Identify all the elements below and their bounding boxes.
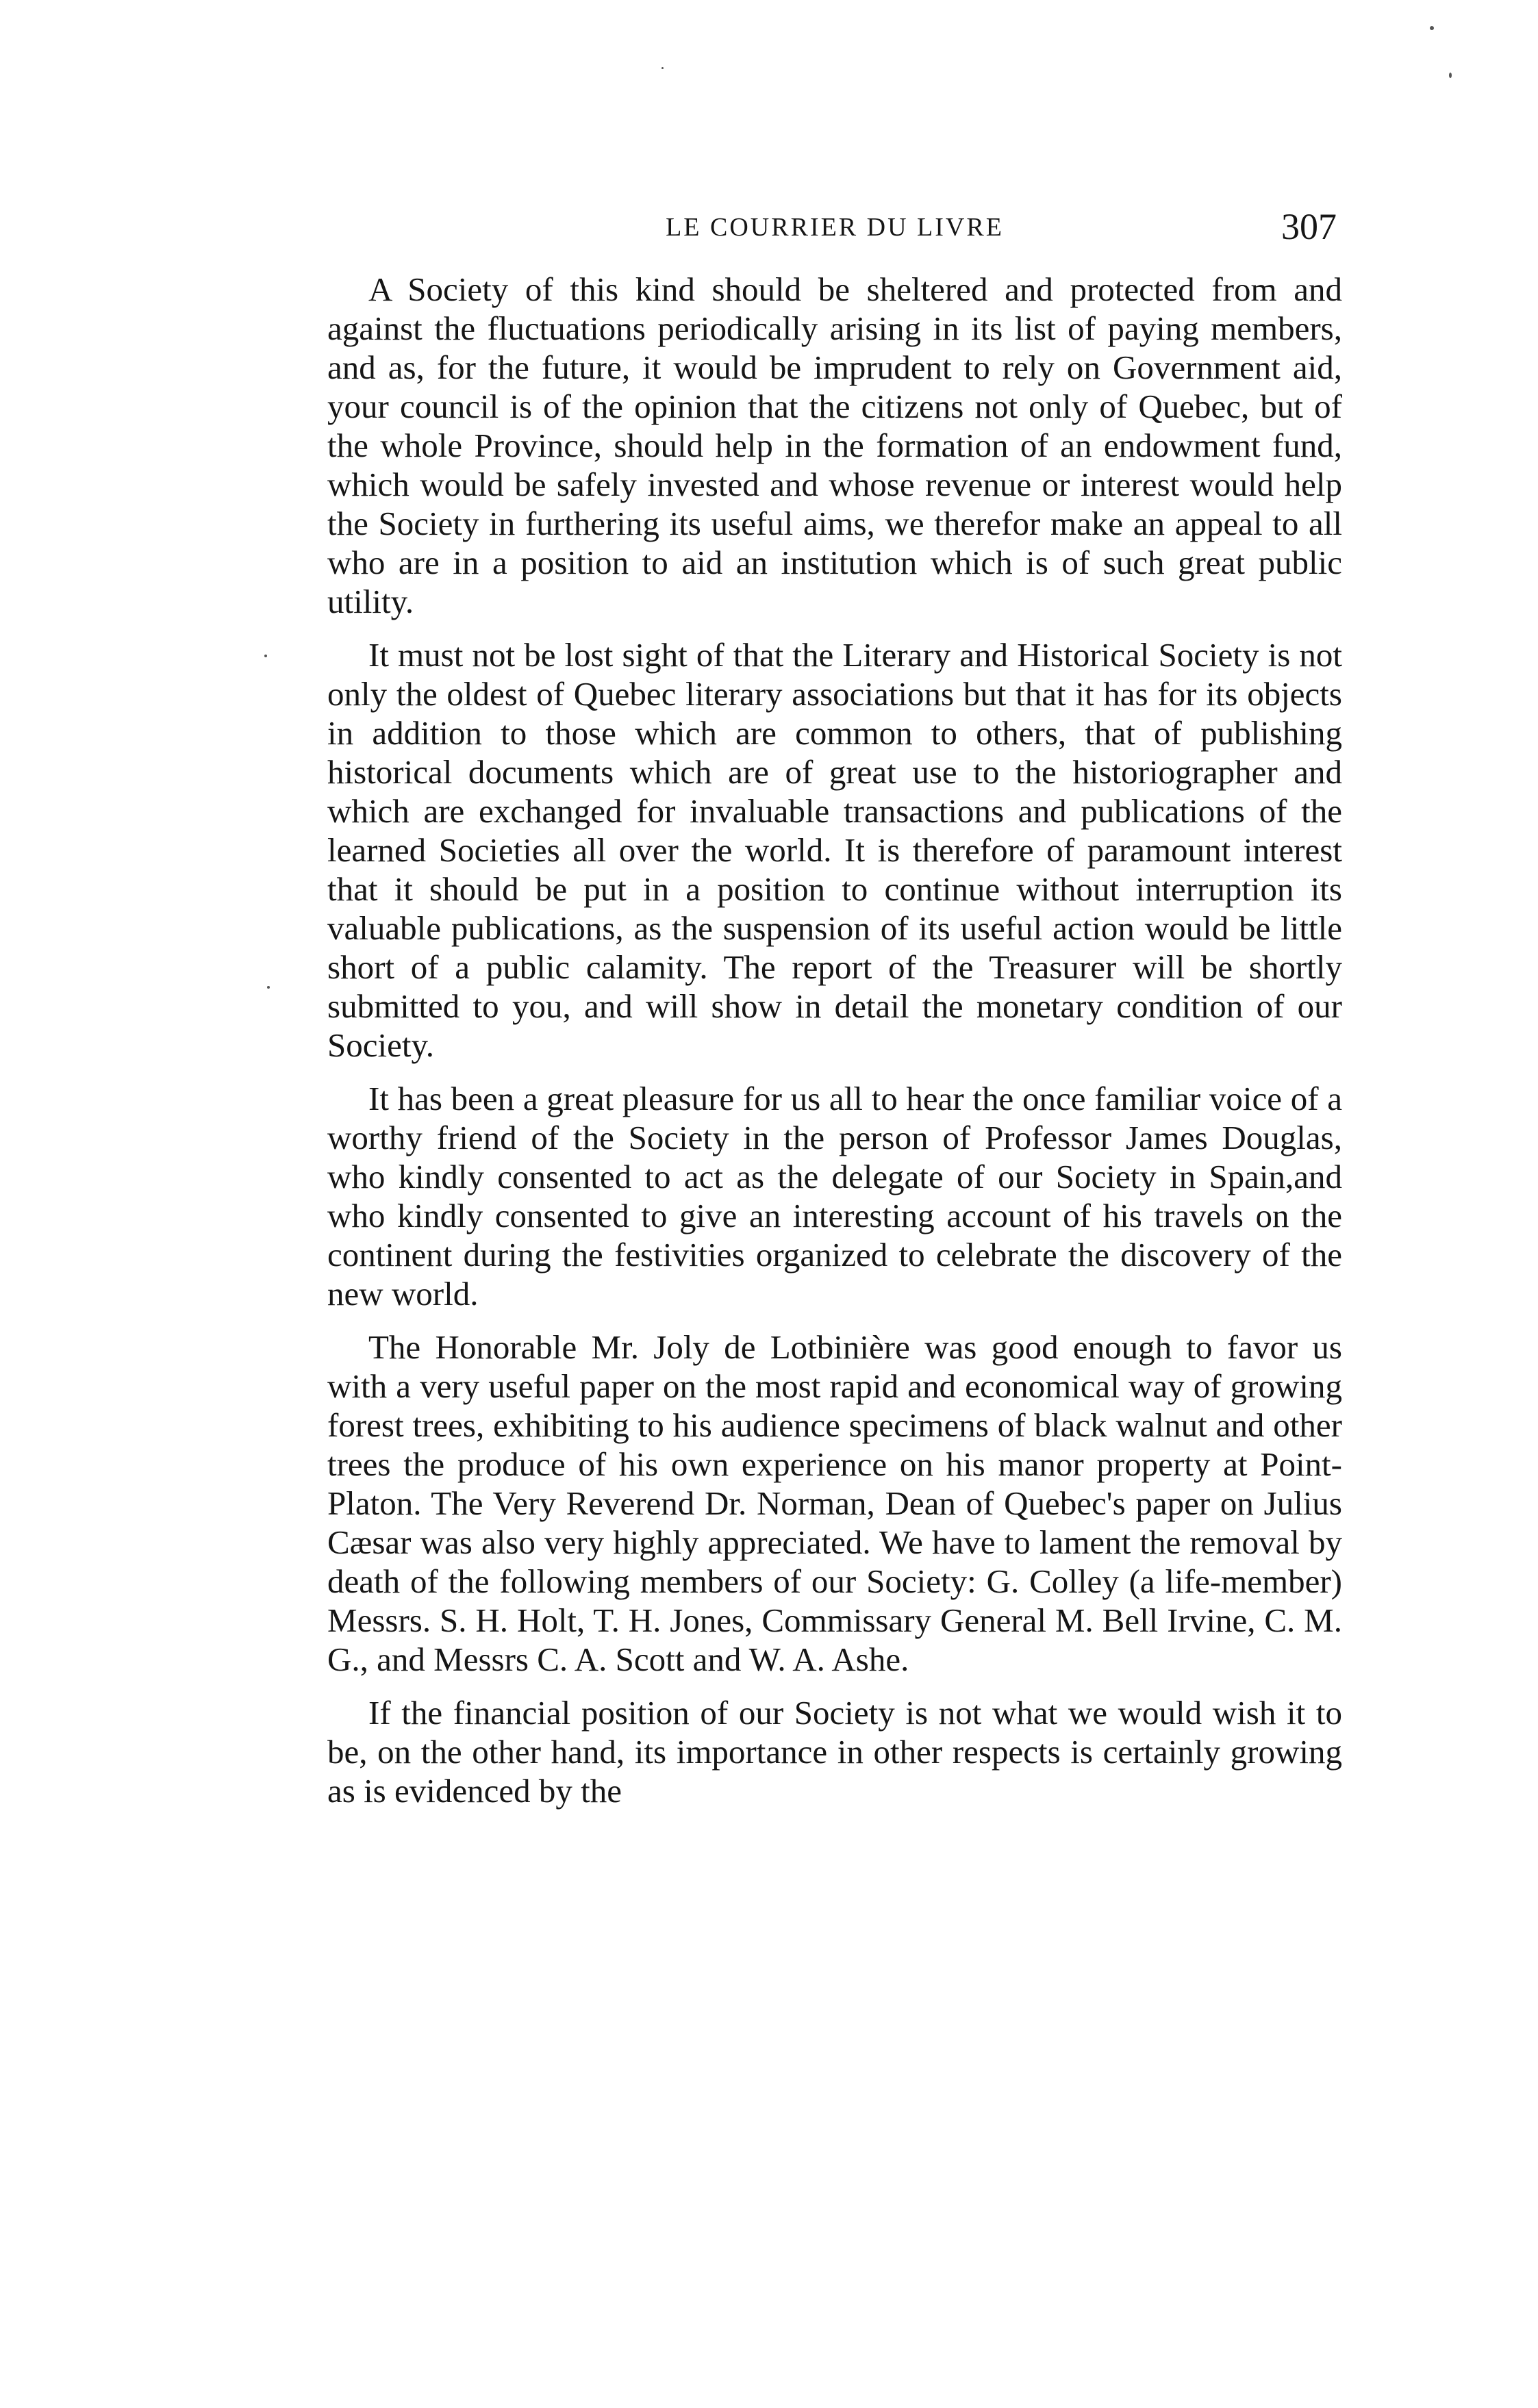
scan-speck xyxy=(1430,26,1434,30)
body-text xyxy=(327,270,1342,1810)
scan-speck xyxy=(1449,73,1452,78)
paragraph-papers-and-obituaries: The Honorable Mr. Joly de Lotbinière was good enough to favor us with a very useful paper on the most rapid and economical way of growing forest trees, exhibiting to his audience specimens of black walnut and other trees the produce of his own experience on his manor property at Point-Platon. The Very Reverend Dr. Norman, Dean of Quebec's paper on Julius Cæsar was also very highly appreciated. We have to lament the removal by death of the following members of our Society: G. Colley (a life-member) Messrs. S. H. Holt, T. H. Jones, Commissary General M. Bell Irvine, C. M. G., and Messrs C. A. Scott and W. A. Ashe. xyxy=(327,1328,1342,1678)
paragraph-professor-douglas: It has been a great pleasure for us all to hear the once familiar voice of a worthy friend of the Society in the person of Professor James Douglas, who kindly consented to act as the delegate of our Society in Spain,and who kindly consented to give an interesting account of his travels on the continent during the festivities organized to celebrate the discovery of the new world. xyxy=(327,1080,1342,1313)
running-head xyxy=(327,205,1342,260)
page-number: 307 xyxy=(1281,206,1337,247)
paragraph-society-publications: It must not be lost sight of that the Literary and Historical Society is not only the oldest of Quebec literary associations but that it has for its objects in addition to those which are common to others, that of publishing historical documents which are of great use to the historiographer and which are exchanged for invaluable transactions and publications of the learned Societies all over the world. It is therefore of paramount interest that it should be put in a position to continue without interruption its valuable publications, as the suspension of its useful action would be little short of a public calamity. The report of the Treasurer will be shortly submitted to you, and will show in detail the monetary condition of our Society. xyxy=(327,636,1342,1064)
paragraph-endowment-appeal: A Society of this kind should be sheltered and protected from and against the fluctuations periodically arising in its list of paying members, and as, for the future, it would be imprudent to rely on Government aid, your council is of the opinion that the citizens not only of Quebec, but of the whole Province, should help in the formation of an endowment fund, which would be safely invested and whose revenue or interest would help the Society in furthering its useful aims, we therefor make an appeal to all who are in a position to aid an institution which is of such great public utility. xyxy=(327,270,1342,620)
scan-speck xyxy=(267,986,270,989)
scan-speck xyxy=(264,655,267,657)
running-title: LE COURRIER DU LIVRE xyxy=(666,213,1004,242)
paragraph-financial-position: If the financial position of our Society is not what we would wish it to be, on the other hand, its importance in other respects is certainly growing as is evidenced by the xyxy=(327,1694,1342,1810)
scan-speck xyxy=(661,67,664,69)
